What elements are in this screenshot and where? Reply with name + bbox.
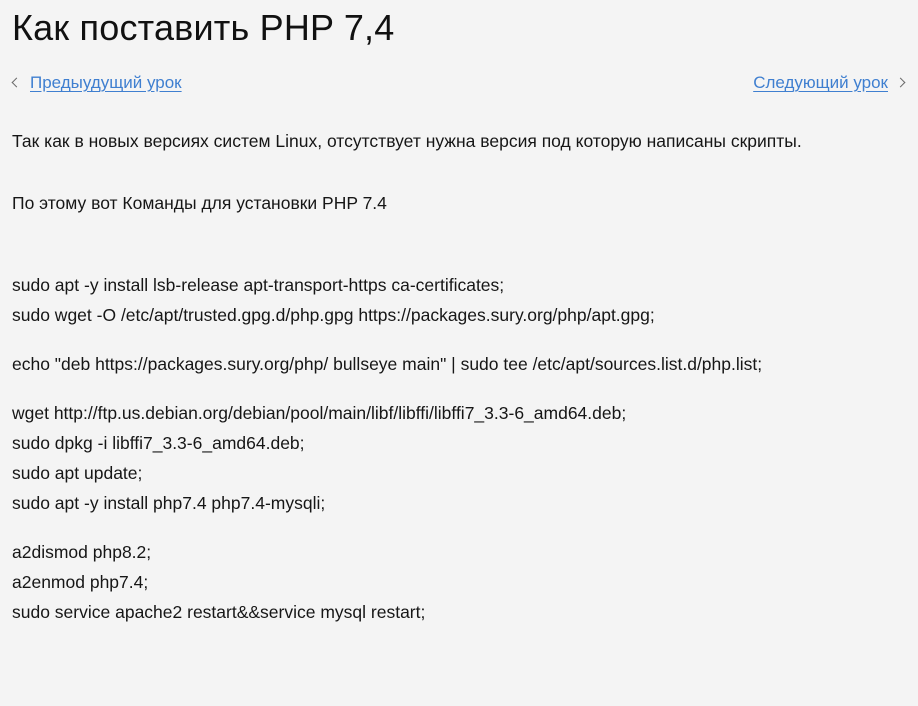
command-line: sudo service apache2 restart&&service mysql restart; — [12, 602, 426, 622]
command-group — [12, 349, 906, 379]
command-line: a2enmod php7.4; — [12, 572, 149, 592]
next-lesson-label: Следующий урок — [753, 73, 888, 92]
chevron-left-icon — [12, 78, 22, 88]
command-line: a2dismod php8.2; — [12, 542, 152, 562]
next-lesson-link[interactable] — [753, 73, 906, 93]
command-group — [12, 270, 906, 330]
command-line: sudo apt -y install php7.4 php7.4-mysqli; — [12, 493, 326, 513]
intro-paragraph-2: По этому вот Команды для установки PHP 7.4 — [12, 193, 387, 213]
intro-paragraph-1: Так как в новых версиях систем Linux, отсутствует нужна версия под которую написаны скрипты. — [12, 131, 802, 151]
command-line: echo "deb https://packages.sury.org/php/ bullseye main" | sudo tee /etc/apt/sources.list.d/php.list; — [12, 354, 763, 374]
previous-lesson-link[interactable] — [12, 73, 182, 93]
lesson-navigation — [12, 70, 906, 96]
command-group — [12, 537, 906, 627]
page-title: Как поставить PHP 7,4 — [12, 7, 395, 48]
previous-lesson-label: Предыудущий урок — [30, 73, 182, 92]
command-line: sudo apt -y install lsb-release apt-transport-https ca-certificates; — [12, 275, 505, 295]
command-line: wget http://ftp.us.debian.org/debian/pool/main/libf/libffi/libffi7_3.3-6_amd64.deb; — [12, 403, 627, 423]
command-group — [12, 398, 906, 518]
chevron-right-icon — [896, 78, 906, 88]
install-commands — [12, 270, 906, 627]
command-line: sudo apt update; — [12, 463, 143, 483]
lesson-intro — [12, 126, 862, 218]
command-line: sudo wget -O /etc/apt/trusted.gpg.d/php.gpg https://packages.sury.org/php/apt.gpg; — [12, 305, 655, 325]
command-line: sudo dpkg -i libffi7_3.3-6_amd64.deb; — [12, 433, 305, 453]
